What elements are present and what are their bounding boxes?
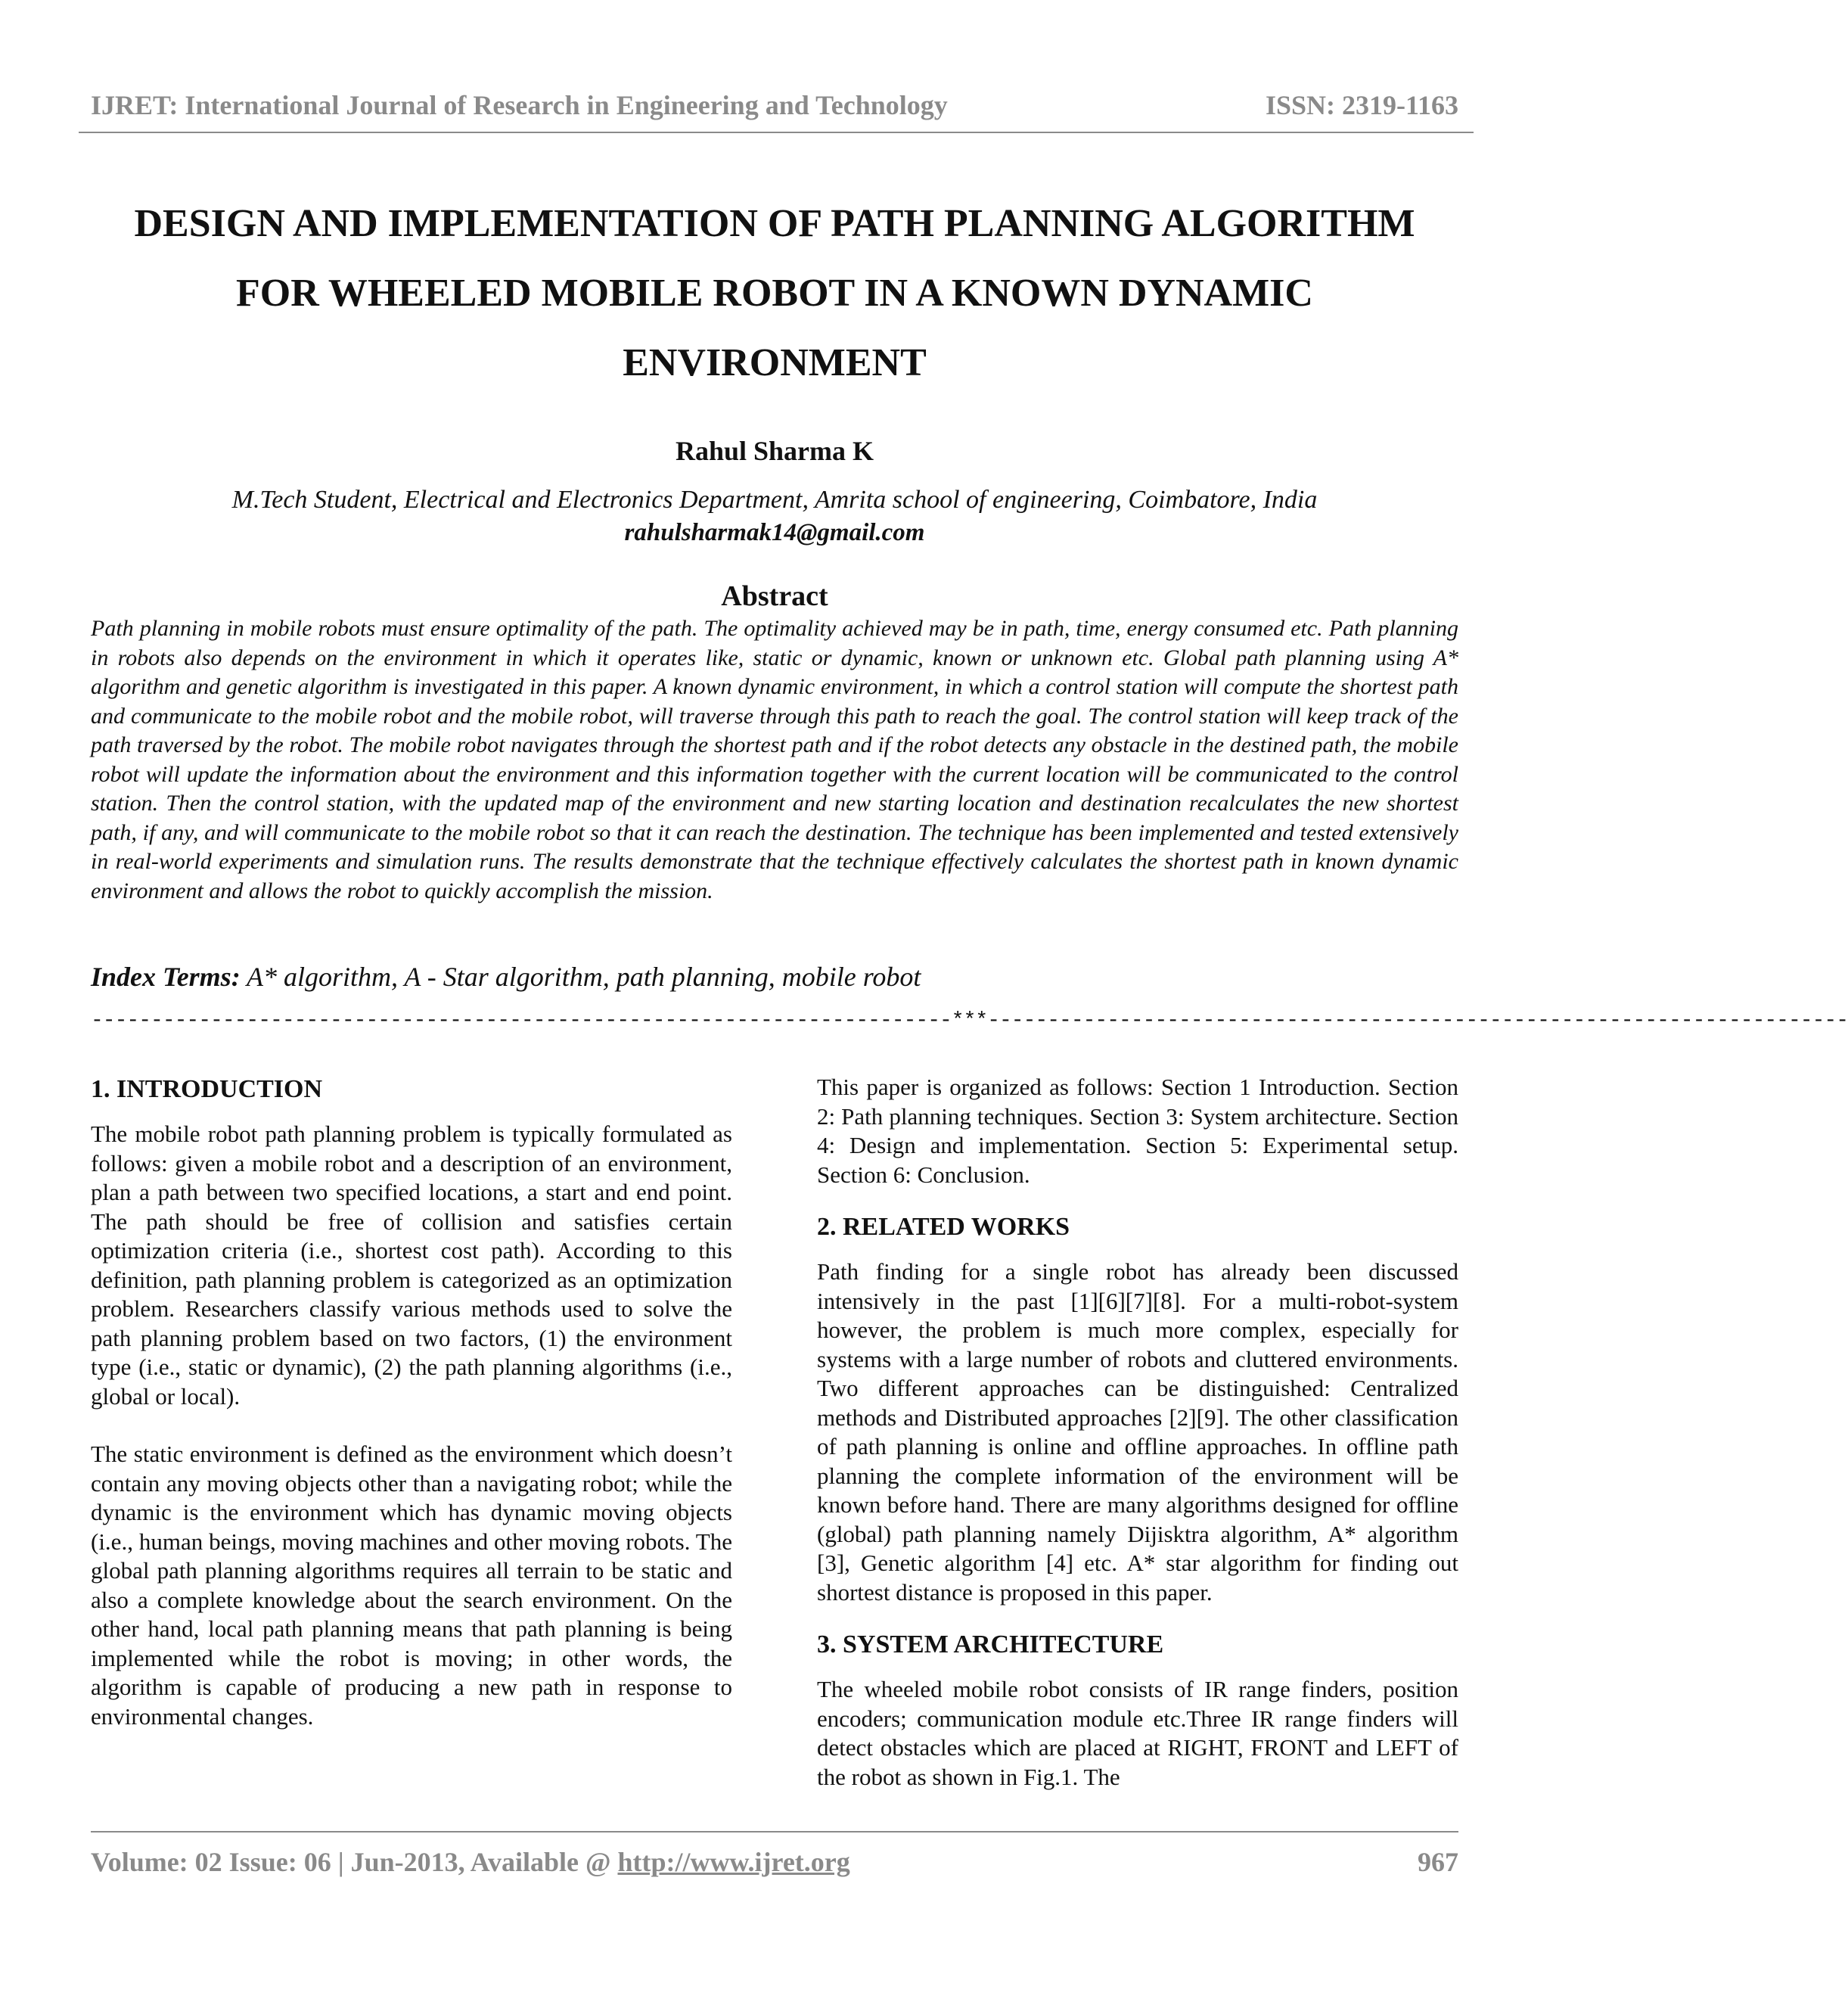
section-heading-system-architecture: 3. SYSTEM ARCHITECTURE bbox=[817, 1630, 1164, 1658]
running-header bbox=[91, 89, 1458, 121]
right-column bbox=[817, 1073, 1458, 1792]
abstract-body: Path planning in mobile robots must ensure optimality of the path. The optimality achieved may be in path, time, energy consumed etc. Path planning in robots also depends on the environment in which it operates like, static or dynamic, known or unknown etc. Global path planning using A* algorithm and genetic algorithm is investigated in this paper. A known dynamic environment, in which a control station will compute the shortest path and communicate to the mobile robot and the mobile robot, will traverse through this path to reach the goal. The control station will keep track of the path traversed by the robot. The mobile robot navigates through the shortest path and if the robot detects any obstacle in the destined path, the mobile robot will update the information about the environment and this information together with the current location will be communicated to the control station. Then the control station, with the updated map of the environment and new starting location and destination recalculates the new shortest path, if any, and will communicate to the mobile robot so that it can reach the destination. The technique has been implemented and tested extensively in real-world experiments and simulation runs. The results demonstrate that the technique effectively calculates the shortest path in known dynamic environment and allows the robot to quickly accomplish the mission. bbox=[91, 616, 1458, 903]
title-line: ENVIRONMENT bbox=[623, 341, 927, 384]
footer-rule bbox=[91, 1831, 1458, 1832]
author-name: Rahul Sharma K bbox=[675, 436, 874, 466]
footer-link[interactable]: http://www.ijret.org bbox=[617, 1847, 850, 1877]
index-terms-text: A* algorithm, A - Star algorithm, path planning, mobile robot bbox=[240, 962, 921, 992]
index-terms-label: Index Terms: bbox=[91, 962, 241, 992]
related-works-paragraph: Path finding for a single robot has already been discussed intensively in the past [1][6][7][8]. For a multi-robot-system however, the problem is much more complex, especially for systems with a large number of robots and cluttered environments. Two different approaches can be distinguished: Centralized methods and Distributed approaches [2][9]. The other classification of path planning is online and offline approaches. In offline path planning the complete information of the environment will be known before hand. There are many algorithms designed for offline (global) path planning namely Dijisktra algorithm, A* algorithm [3], Genetic algorithm [4] etc. A* star algorithm for finding out shortest distance is proposed in this paper. bbox=[817, 1258, 1458, 1606]
author-affiliation: M.Tech Student, Electrical and Electronics Department, Amrita school of engineering, Coimbatore, India bbox=[231, 486, 1318, 514]
section-heading-introduction: 1. INTRODUCTION bbox=[91, 1075, 323, 1103]
left-column bbox=[91, 1074, 732, 1731]
journal-name: IJRET: International Journal of Research in Engineering and Technology bbox=[91, 90, 948, 120]
index-terms bbox=[91, 961, 1458, 993]
paper-title bbox=[76, 189, 1474, 398]
title-line: DESIGN AND IMPLEMENTATION OF PATH PLANNING ALGORITHM bbox=[134, 202, 1415, 245]
intro-paragraph: The mobile robot path planning problem is typically formulated as follows: given a mobile robot and a description of an environment, plan a path between two specified locations, a start and end point. The path should be free of collision and satisfies certain optimization criteria (i.e., shortest cost path). According to this definition, path planning problem is categorized as an optimization problem. Researchers classify various methods used to solve the path planning problem based on two factors, (1) the environment type (i.e., static or dynamic), (2) the path planning algorithms (i.e., global or local). bbox=[91, 1121, 732, 1410]
running-footer bbox=[91, 1846, 1458, 1878]
title-line: FOR WHEELED MOBILE ROBOT IN A KNOWN DYNAMIC bbox=[236, 272, 1313, 315]
intro-paragraph: The static environment is defined as the environment which doesn’t contain any moving objects other than a navigating robot; while the dynamic is the environment which has dynamic moving objects (i.e., human beings, moving machines and other moving robots. The global path planning algorithms requires all terrain to be static and also a complete knowledge about the search environment. On the other hand, local path planning means that path planning is being implemented while the robot is moving; in other words, the algorithm is capable of producing a new path in response to environmental changes. bbox=[91, 1441, 732, 1730]
organization-paragraph: This paper is organized as follows: Section 1 Introduction. Section 2: Path planning techniques. Section 3: System architecture. Section 4: Design and implementation. Section 5: Experimental setup. Section 6: Conclusion. bbox=[817, 1074, 1458, 1188]
system-architecture-paragraph: The wheeled mobile robot consists of IR range finders, position encoders; communication module etc.Three IR range finders will detect obstacles which are placed at RIGHT, FRONT and LEFT of the robot as shown in Fig.1. The bbox=[817, 1676, 1458, 1790]
author-email: rahulsharmak14@gmail.com bbox=[624, 519, 925, 546]
page-number: 967 bbox=[1418, 1847, 1458, 1877]
section-heading-related-works: 2. RELATED WORKS bbox=[817, 1213, 1070, 1241]
header-rule bbox=[79, 132, 1474, 133]
footer-volume: Volume: 02 Issue: 06 | Jun-2013, Available @ bbox=[91, 1847, 618, 1877]
abstract-heading: Abstract bbox=[721, 580, 828, 612]
section-separator: ------------------------------------------------------------------------***------------------------------------------------------------------------ bbox=[91, 1009, 1848, 1033]
issn: ISSN: 2319-1163 bbox=[1265, 90, 1458, 120]
